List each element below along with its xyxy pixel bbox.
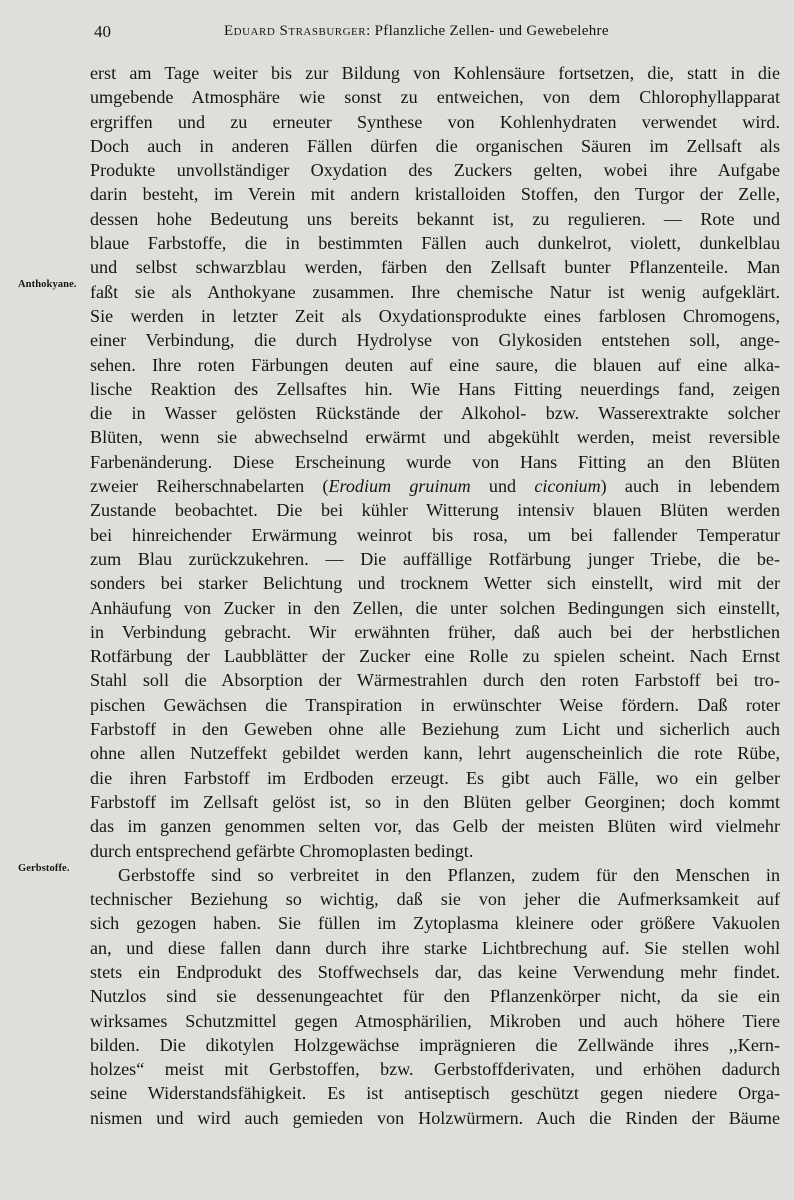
text-line: und selbst schwarzblau werden, färben den Zellsaft bunter Pflanzenteile. Man: [90, 257, 780, 278]
text-line: stets ein Endprodukt des Stoffwechsels dar, das keine Verwendung mehr findet.: [90, 961, 780, 982]
margin-note-anthokyane: Anthokyane.: [18, 279, 77, 290]
body-text: [90, 61, 780, 1130]
text-line: Rotfärbung der Laubblätter der Zucker eine Rolle zu spielen scheint. Nach Ernst: [90, 646, 780, 667]
text-line: bei hinreichender Erwärmung weinrot bis rosa, um bei fallender Temperatur: [90, 524, 780, 545]
text-line: faßt sie als Anthokyane zusammen. Ihre chemische Natur ist wenig aufgeklärt.: [90, 281, 780, 302]
text-line: erst am Tage weiter bis zur Bildung von Kohlensäure fortsetzen, die, statt in die: [90, 63, 780, 83]
text-line: holzes“ meist mit Gerbstoffen, bzw. Gerbstoffderivaten, und erhöhen dadurch: [90, 1059, 780, 1080]
text-line: in Verbindung gebracht. Wir erwähnten früher, daß auch bei der herbstlichen: [90, 621, 780, 642]
text-line: zum Blau zurückzukehren. — Die auffällige Rotfärbung junger Triebe, die be-: [90, 548, 780, 569]
text-line: an, und diese fallen dann durch ihre starke Lichtbrechung auf. Sie stellen wohl: [90, 937, 780, 958]
text-line: Farbenänderung. Diese Erscheinung wurde von Hans Fitting an den Blüten: [90, 451, 780, 472]
text-line: bilden. Die dikotylen Holzgewächse imprägnieren die Zellwände ihres ,,Kern-: [90, 1034, 780, 1055]
text-line: darin besteht, im Verein mit andern kristalloiden Stoffen, den Turgor der Zelle,: [90, 184, 780, 205]
text-line: nismen und wird auch gemieden von Holzwürmern. Auch die Rinden der Bäume: [90, 1107, 780, 1128]
author-name: Eduard Strasburger: [224, 23, 367, 39]
text-line: durch entsprechend gefärbte Chromoplasten bedingt.: [90, 840, 474, 861]
text-line: sich gezogen haben. Sie füllen im Zytoplasma kleinere oder größere Vakuolen: [90, 913, 780, 934]
text-line: pischen Gewächsen die Transpiration in erwünschter Weise fördern. Daß roter: [90, 694, 780, 715]
text-line: Anhäufung von Zucker in den Zellen, die unter solchen Bedingungen sich einstellt,: [90, 597, 780, 618]
text-line: technischer Beziehung so wichtig, daß sie von jeher die Aufmerksamkeit auf: [90, 889, 780, 910]
text-line: das im ganzen genommen selten vor, das Gelb der meisten Blüten wird vielmehr: [90, 816, 780, 837]
text-line: einer Verbindung, die durch Hydrolyse von Glykosiden entstehen soll, ange-: [90, 330, 780, 351]
text-line: Farbstoff in den Geweben ohne alle Beziehung zum Licht und sicherlich auch: [90, 719, 780, 740]
text-line: Doch auch in anderen Fällen dürfen die organischen Säuren im Zellsaft als: [90, 135, 780, 156]
text-line-italic-species: zweier Reiherschnabelarten (Erodium gruinum und ciconium) auch in lebendem: [90, 476, 780, 497]
species-name: Erodium gruinum: [328, 476, 471, 497]
text-line: sehen. Ihre roten Färbungen deuten auf eine saure, die blauen auf eine alka-: [90, 354, 780, 375]
text-line: Zustande beobachtet. Die bei kühler Witterung intensiv blauen Blüten werden: [90, 500, 780, 521]
text-line: Stahl soll die Absorption der Wärmestrahlen durch den roten Farbstoff bei tro-: [90, 670, 780, 691]
margin-note-gerbstoffe: Gerbstoffe.: [18, 863, 70, 874]
text-line: die in Wasser gelösten Rückstände der Alkohol- bzw. Wasserextrakte solcher: [90, 403, 780, 424]
text-line: Blüten, wenn sie abwechselnd erwärmt und abgekühlt werden, meist reversible: [90, 427, 780, 448]
text-line: blaue Farbstoffe, die in bestimmten Fällen auch dunkelrot, violett, dunkelblau: [90, 233, 780, 254]
text-line: seine Widerstandsfähigkeit. Es ist antiseptisch geschützt gegen niedere Orga-: [90, 1083, 780, 1104]
text-line: Farbstoff im Zellsaft gelöst ist, so in den Blüten gelber Georginen; doch kommt: [90, 791, 780, 812]
text-line: wirksames Schutzmittel gegen Atmosphärilien, Mikroben und auch höhere Tiere: [90, 1010, 780, 1031]
text-line: lische Reaktion des Zellsaftes hin. Wie Hans Fitting neuerdings fand, zeigen: [90, 378, 780, 399]
text-line: Gerbstoffe sind so verbreitet in den Pflanzen, zudem für den Menschen in: [118, 864, 780, 885]
text-line: dessen hohe Bedeutung uns bereits bekannt ist, zu regulieren. — Rote und: [90, 208, 780, 229]
text-line: Sie werden in letzter Zeit als Oxydationsprodukte eines farblosen Chromogens,: [90, 305, 780, 326]
text-line: umgebende Atmosphäre wie sonst zu entweichen, von dem Chlorophyllapparat: [90, 87, 780, 108]
page-number: 40: [94, 22, 111, 41]
text-line: die ihren Farbstoff im Erdboden erzeugt. Es gibt auch Fälle, wo ein gelber: [90, 767, 780, 788]
book-title: : Pflanzliche Zellen- und Gewebelehre: [366, 23, 609, 39]
text-line: ohne allen Nutzeffekt gebildet werden kann, lehrt augenscheinlich die rote Rübe,: [90, 743, 780, 764]
running-title: [224, 23, 609, 40]
text-line: sonders bei starker Belichtung und trocknem Wetter sich einstellt, wird mit der: [90, 573, 780, 594]
text-line: Nutzlos sind sie dessenungeachtet für den Pflanzenkörper nicht, da sie ein: [90, 986, 780, 1007]
running-header: [92, 18, 782, 48]
text-line: ergriffen und zu erneuter Synthese von Kohlenhydraten verwendet wird.: [90, 111, 780, 132]
text-line: Produkte unvollständiger Oxydation des Zuckers gelten, wobei ihre Aufgabe: [90, 160, 780, 181]
species-name: ciconium: [534, 476, 601, 497]
